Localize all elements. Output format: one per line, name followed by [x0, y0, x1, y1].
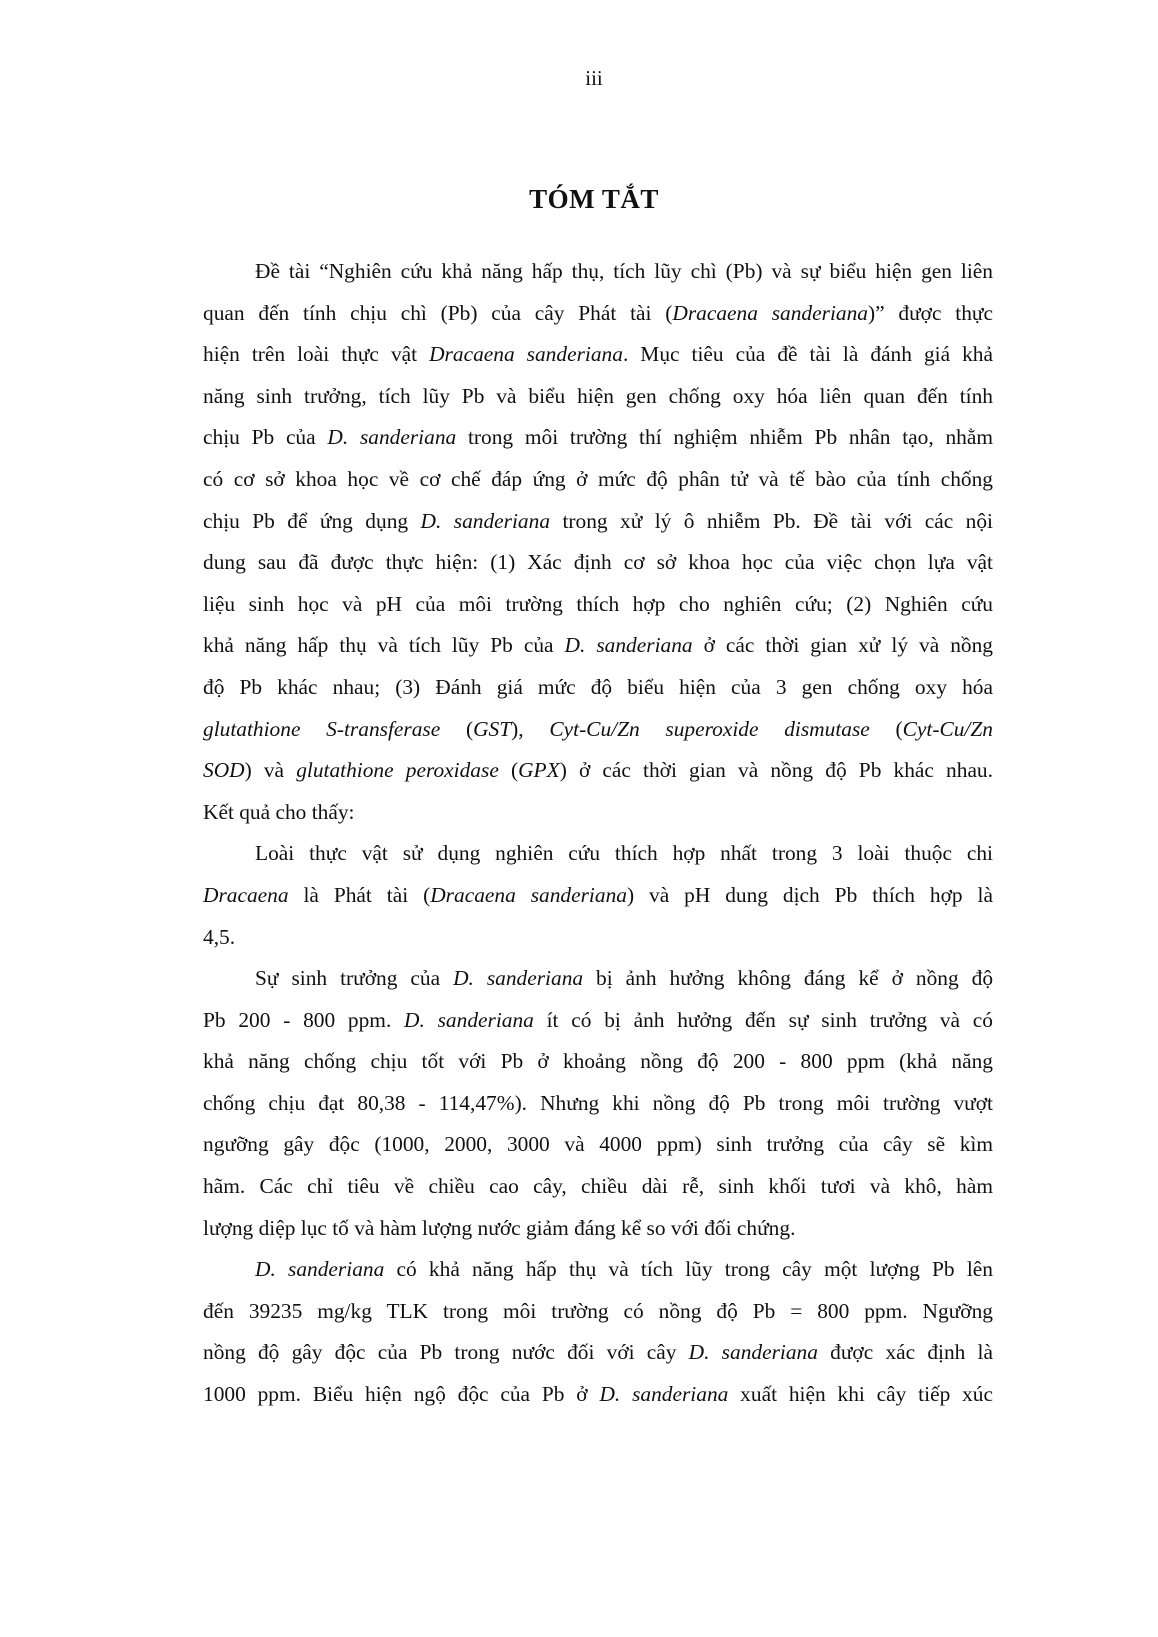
italic-run: Dracaena sanderiana	[672, 300, 868, 325]
text-run: độ Pb khác nhau; (3) Đánh giá mức độ biểu hiện của 3 gen chống oxy hóa	[203, 674, 993, 699]
text-line	[203, 1208, 993, 1250]
italic-run: GPX	[518, 758, 560, 783]
text-run: dung sau đã được thực hiện: (1) Xác định cơ sở khoa học của việc chọn lựa vật	[203, 550, 993, 575]
text-run: chịu Pb để ứng dụng	[203, 508, 421, 533]
text-run: có khả năng hấp thụ và tích lũy trong cây một lượng Pb lên	[384, 1257, 993, 1282]
italic-run: Cyt-Cu/Zn	[902, 716, 993, 741]
text-line	[203, 1041, 993, 1083]
italic-run: D. sanderiana	[404, 1007, 534, 1032]
text-line	[203, 1249, 993, 1291]
text-line	[203, 917, 993, 959]
italic-run: D. sanderiana	[255, 1257, 385, 1282]
text-run: 4,5.	[203, 924, 236, 949]
text-run: chống chịu đạt 80,38 - 114,47%). Nhưng khi nồng độ Pb trong môi trường vượt	[203, 1090, 993, 1115]
text-line	[203, 1291, 993, 1333]
italic-run: D. sanderiana	[599, 1382, 729, 1407]
text-line	[203, 833, 993, 875]
italic-run: D. sanderiana	[420, 508, 551, 533]
text-line	[203, 293, 993, 335]
text-run: . Mục tiêu của đề tài là đánh giá khả	[622, 342, 993, 367]
paragraph	[203, 833, 993, 958]
text-run: (	[440, 716, 474, 741]
text-run: ) và pH dung dịch Pb thích hợp là	[626, 882, 993, 907]
page-title: TÓM TẮT	[529, 184, 659, 214]
italic-run: Dracaena	[203, 882, 289, 907]
text-line	[203, 501, 993, 543]
text-line	[203, 251, 993, 293]
text-run: hãm. Các chỉ tiêu về chiều cao cây, chiều dài rễ, sinh khối tươi và khô, hàm	[203, 1174, 993, 1199]
text-run: lượng diệp lục tố và hàm lượng nước giảm đáng kể so với đối chứng.	[203, 1215, 796, 1240]
text-run: đến 39235 mg/kg TLK trong môi trường có nồng độ Pb = 800 ppm. Ngưỡng	[203, 1298, 993, 1323]
abstract-body	[203, 251, 993, 1416]
text-line	[203, 376, 993, 418]
text-run: (	[498, 758, 519, 783]
text-line	[203, 334, 993, 376]
text-run: ở các thời gian xử lý và nồng	[692, 633, 994, 658]
text-run: 1000 ppm. Biểu hiện ngộ độc của Pb ở	[203, 1382, 600, 1407]
text-run: ) ở các thời gian và nồng độ Pb khác nhau.	[559, 758, 993, 783]
italic-run: D. sanderiana	[453, 966, 584, 991]
text-run: Pb 200 - 800 ppm.	[203, 1007, 405, 1032]
text-line	[203, 667, 993, 709]
paragraph	[203, 958, 993, 1249]
text-run: bị ảnh hưởng không đáng kể ở nồng độ	[583, 966, 994, 991]
page-number: iii	[585, 66, 603, 90]
text-run: xuất hiện khi cây tiếp xúc	[728, 1382, 993, 1407]
text-line	[203, 584, 993, 626]
text-run: Đề tài “Nghiên cứu khả năng hấp thụ, tích lũy chì (Pb) và sự biểu hiện gen liên	[255, 259, 993, 283]
text-line	[203, 750, 993, 792]
paragraph	[203, 1249, 993, 1415]
text-run: chịu Pb của	[203, 425, 328, 450]
text-run: Sự sinh trưởng của	[255, 966, 454, 991]
text-run: có cơ sở khoa học về cơ chế đáp ứng ở mức độ phân tử và tế bào của tính chống	[203, 466, 993, 491]
text-run: ),	[511, 716, 550, 741]
text-run: (	[869, 716, 903, 741]
text-line	[203, 1166, 993, 1208]
italic-run: SOD	[203, 758, 245, 783]
italic-run: D. sanderiana	[327, 425, 457, 450]
italic-run: Cyt-Cu/Zn superoxide dismutase	[549, 716, 870, 741]
text-run: hiện trên loài thực vật	[203, 342, 430, 367]
text-run: quan đến tính chịu chì (Pb) của cây Phát tài (	[203, 300, 673, 325]
italic-run: Dracaena sanderiana	[430, 882, 627, 907]
text-run: khả năng hấp thụ và tích lũy Pb của	[203, 633, 565, 658]
italic-run: GST	[473, 716, 512, 741]
text-line	[203, 1124, 993, 1166]
text-line	[203, 1374, 993, 1416]
text-line	[203, 1000, 993, 1042]
text-line	[203, 792, 993, 834]
italic-run: glutathione peroxidase	[296, 758, 499, 783]
text-line	[203, 459, 993, 501]
text-run: được xác định là	[817, 1340, 993, 1365]
text-line	[203, 709, 993, 751]
text-run: khả năng chống chịu tốt với Pb ở khoảng nồng độ 200 - 800 ppm (khả năng	[203, 1049, 993, 1074]
text-run: trong môi trường thí nghiệm nhiễm Pb nhân tạo, nhằm	[456, 425, 993, 450]
text-run: )” được thực	[867, 300, 993, 325]
italic-run: glutathione S-transferase	[203, 716, 441, 741]
text-run: ) và	[244, 758, 297, 783]
italic-run: D. sanderiana	[564, 633, 693, 658]
text-run: là Phát tài (	[288, 882, 431, 907]
text-line	[203, 417, 993, 459]
italic-run: Dracaena sanderiana	[429, 342, 623, 367]
text-line	[203, 542, 993, 584]
text-run: Loài thực vật sử dụng nghiên cứu thích hợp nhất trong 3 loài thuộc chi	[255, 841, 993, 866]
text-line	[203, 1332, 993, 1374]
text-run: nồng độ gây độc của Pb trong nước đối với cây	[203, 1340, 689, 1365]
italic-run: D. sanderiana	[688, 1340, 818, 1365]
paragraph	[203, 251, 993, 833]
text-line	[203, 875, 993, 917]
text-run: năng sinh trưởng, tích lũy Pb và biểu hiện gen chống oxy hóa liên quan đến tính	[203, 383, 993, 408]
text-line	[203, 958, 993, 1000]
text-run: Kết quả cho thấy:	[203, 799, 355, 824]
text-run: trong xử lý ô nhiễm Pb. Đề tài với các nội	[550, 508, 993, 533]
text-line	[203, 1083, 993, 1125]
text-run: ngưỡng gây độc (1000, 2000, 3000 và 4000 ppm) sinh trưởng của cây sẽ kìm	[203, 1132, 993, 1157]
text-run: liệu sinh học và pH của môi trường thích hợp cho nghiên cứu; (2) Nghiên cứu	[203, 591, 993, 616]
text-line	[203, 625, 993, 667]
text-run: ít có bị ảnh hưởng đến sự sinh trưởng và có	[533, 1007, 993, 1032]
